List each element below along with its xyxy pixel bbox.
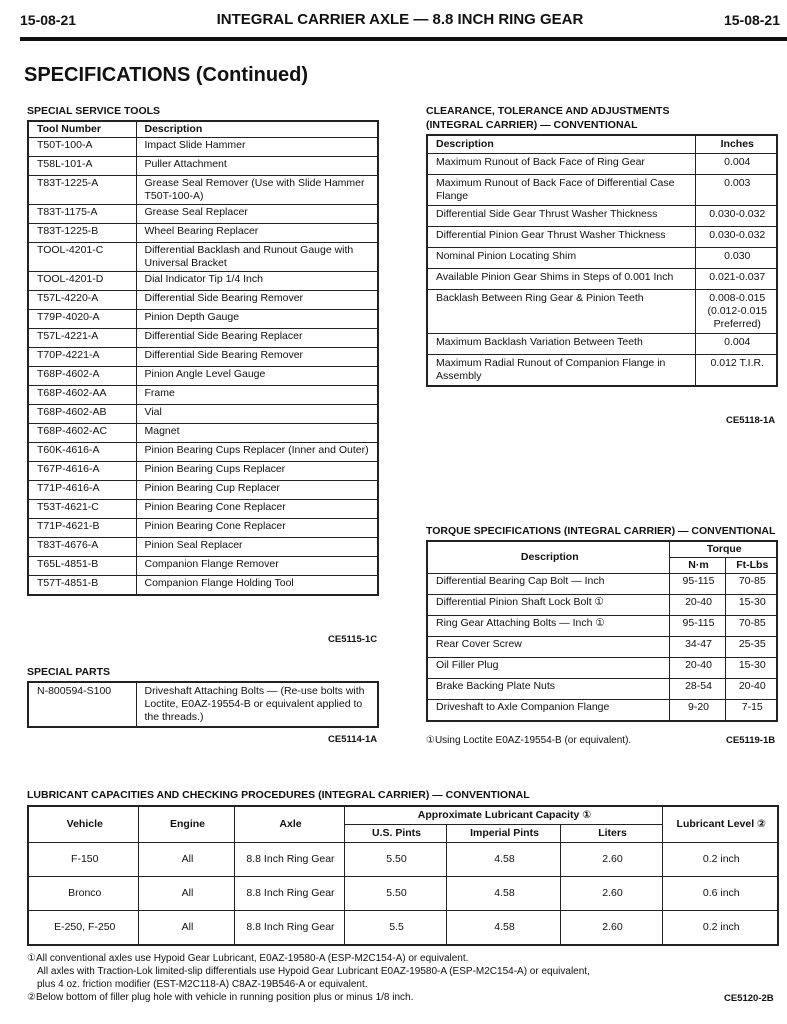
table-cell: 5.5: [344, 911, 446, 945]
table-row: [28, 205, 378, 224]
table-cell: TOOL-4201-D: [28, 272, 136, 291]
table-cell: 25-35: [725, 637, 777, 658]
table-cell: Vial: [136, 405, 378, 424]
table-row: [427, 658, 777, 679]
table-row: [28, 500, 378, 519]
table-cell: T71P-4621-B: [28, 519, 136, 538]
special-parts-title: SPECIAL PARTS: [27, 666, 111, 678]
table-cell: 0.012 T.I.R.: [695, 355, 777, 387]
table-row: [28, 329, 378, 348]
table-cell: T83T-1225-A: [28, 176, 136, 205]
table-cell: T58L-101-A: [28, 157, 136, 176]
table-row: [427, 154, 777, 175]
table-row: [28, 481, 378, 500]
column-header: Description: [427, 541, 669, 574]
table-cell: 0.004: [695, 154, 777, 175]
column-header: Torque: [669, 541, 777, 558]
table-cell: T53T-4621-C: [28, 500, 136, 519]
lubricant-title: LUBRICANT CAPACITIES AND CHECKING PROCEDURES (INTEGRAL CARRIER) — CONVENTIONAL: [27, 789, 530, 801]
table-row: [28, 157, 378, 176]
table-row: [28, 272, 378, 291]
table-cell: Companion Flange Holding Tool: [136, 576, 378, 595]
table-cell: 8.8 Inch Ring Gear: [234, 911, 344, 945]
table-cell: T50T-100-A: [28, 138, 136, 157]
table-cell: Dial Indicator Tip 1/4 Inch: [136, 272, 378, 291]
table-row: [427, 227, 777, 248]
table-cell: 5.50: [344, 877, 446, 911]
torque-footnote: ①Using Loctite E0AZ-19554-B (or equivalent).: [426, 735, 632, 746]
column-header: Imperial Pints: [446, 825, 560, 843]
table-cell: TOOL-4201-C: [28, 243, 136, 272]
table-row: [28, 138, 378, 157]
table-row: [28, 877, 778, 911]
table-cell: Pinion Bearing Cups Replacer: [136, 462, 378, 481]
column-header: Tool Number: [28, 121, 136, 138]
table-row: [427, 290, 777, 334]
table-cell: Maximum Runout of Back Face of Ring Gear: [427, 154, 695, 175]
table-cell: T68P-4602-AB: [28, 405, 136, 424]
clearance-title-2: (INTEGRAL CARRIER) — CONVENTIONAL: [426, 119, 638, 131]
table-cell: 4.58: [446, 877, 560, 911]
table-cell: T57L-4221-A: [28, 329, 136, 348]
table-cell: 70-85: [725, 616, 777, 637]
table-cell: Oil Filler Plug: [427, 658, 669, 679]
table-cell: 0.6 inch: [662, 877, 778, 911]
table-cell: Available Pinion Gear Shims in Steps of 0.001 Inch: [427, 269, 695, 290]
table-row: [28, 911, 778, 945]
table-cell: 4.58: [446, 843, 560, 877]
table-cell: Pinion Depth Gauge: [136, 310, 378, 329]
table-cell: 7-15: [725, 700, 777, 721]
table-row: [28, 176, 378, 205]
table-row: [427, 334, 777, 355]
table-row: [28, 224, 378, 243]
table-row: [427, 175, 777, 206]
table-row: [28, 538, 378, 557]
table-row: [28, 348, 378, 367]
page-title: SPECIFICATIONS (Continued): [24, 64, 309, 86]
table-row: [427, 269, 777, 290]
column-header: Vehicle: [28, 806, 138, 843]
table-cell: Pinion Bearing Cone Replacer: [136, 519, 378, 538]
column-header: U.S. Pints: [344, 825, 446, 843]
table-cell: N-800594-S100: [28, 682, 136, 727]
column-header: Description: [136, 121, 378, 138]
table-cell: 34-47: [669, 637, 725, 658]
table-cell: Pinion Bearing Cup Replacer: [136, 481, 378, 500]
header-title: INTEGRAL CARRIER AXLE — 8.8 INCH RING GEAR: [216, 11, 584, 28]
table-cell: Magnet: [136, 424, 378, 443]
column-header: Inches: [695, 135, 777, 154]
table-code: CE5119-1B: [726, 735, 776, 746]
table-cell: 0.030-0.032: [695, 227, 777, 248]
table-cell: 2.60: [560, 877, 662, 911]
table-header-row: [427, 541, 777, 558]
table-cell: Impact Slide Hammer: [136, 138, 378, 157]
table-cell: Pinion Bearing Cone Replacer: [136, 500, 378, 519]
table-cell: 0.004: [695, 334, 777, 355]
table-code: CE5120-2B: [724, 993, 774, 1004]
table-cell: Differential Side Bearing Remover: [136, 291, 378, 310]
table-code: CE5118-1A: [726, 415, 776, 426]
special-service-tools-title: SPECIAL SERVICE TOOLS: [27, 105, 161, 117]
clearance-title-1: CLEARANCE, TOLERANCE AND ADJUSTMENTS: [426, 105, 670, 117]
table-cell: 0.2 inch: [662, 911, 778, 945]
table-row: [28, 386, 378, 405]
table-cell: F-150: [28, 843, 138, 877]
table-cell: Grease Seal Replacer: [136, 205, 378, 224]
table-cell: Nominal Pinion Locating Shim: [427, 248, 695, 269]
table-cell: Frame: [136, 386, 378, 405]
table-cell: T57L-4220-A: [28, 291, 136, 310]
table-cell: 70-85: [725, 574, 777, 595]
table-row: [28, 243, 378, 272]
table-cell: T83T-4676-A: [28, 538, 136, 557]
table-cell: 95-115: [669, 574, 725, 595]
table-row: [427, 637, 777, 658]
table-cell: T65L-4851-B: [28, 557, 136, 576]
table-cell: Puller Attachment: [136, 157, 378, 176]
table-row: [28, 291, 378, 310]
table-cell: Differential Side Gear Thrust Washer Thickness: [427, 206, 695, 227]
table-row: [28, 557, 378, 576]
table-code: CE5115-1C: [328, 634, 378, 645]
table-code: CE5114-1A: [328, 734, 378, 745]
table-cell: Differential Side Bearing Replacer: [136, 329, 378, 348]
page-header: [20, 10, 780, 34]
table-cell: Differential Backlash and Runout Gauge with Universal Bracket: [136, 243, 378, 272]
column-header: Liters: [560, 825, 662, 843]
table-row: [427, 248, 777, 269]
table-cell: T79P-4020-A: [28, 310, 136, 329]
table-row: [427, 355, 777, 387]
table-cell: T83T-1175-A: [28, 205, 136, 224]
table-cell: T68P-4602-AC: [28, 424, 136, 443]
table-cell: E-250, F-250: [28, 911, 138, 945]
table-cell: Differential Bearing Cap Bolt — Inch: [427, 574, 669, 595]
table-row: [28, 462, 378, 481]
table-cell: Maximum Radial Runout of Companion Flange in Assembly: [427, 355, 695, 387]
table-header-row: [28, 121, 378, 138]
table-cell: T57T-4851-B: [28, 576, 136, 595]
table-cell: 15-30: [725, 658, 777, 679]
table-cell: All: [138, 843, 234, 877]
table-cell: 2.60: [560, 843, 662, 877]
table-cell: Maximum Backlash Variation Between Teeth: [427, 334, 695, 355]
table-cell: Driveshaft to Axle Companion Flange: [427, 700, 669, 721]
table-cell: 20-40: [669, 658, 725, 679]
column-header: Approximate Lubricant Capacity ①: [344, 806, 662, 825]
table-cell: Brake Backing Plate Nuts: [427, 679, 669, 700]
table-cell: 0.008-0.015 (0.012-0.015 Preferred): [695, 290, 777, 334]
table-cell: T60K-4616-A: [28, 443, 136, 462]
table-row: [427, 700, 777, 721]
table-header-row: [28, 806, 778, 825]
table-row: [28, 310, 378, 329]
table-cell: T83T-1225-B: [28, 224, 136, 243]
column-header: Lubricant Level ②: [662, 806, 778, 843]
table-cell: 95-115: [669, 616, 725, 637]
column-header: N·m: [669, 558, 725, 574]
torque-table: [426, 540, 778, 722]
table-cell: 0.030: [695, 248, 777, 269]
table-cell: Bronco: [28, 877, 138, 911]
table-cell: 5.50: [344, 843, 446, 877]
table-cell: 0.030-0.032: [695, 206, 777, 227]
table-header-row: [427, 135, 777, 154]
column-header: Ft-Lbs: [725, 558, 777, 574]
table-cell: Grease Seal Remover (Use with Slide Hammer T50T-100-A): [136, 176, 378, 205]
special-service-tools-table: [27, 120, 379, 596]
table-cell: Differential Side Bearing Remover: [136, 348, 378, 367]
table-cell: 0.003: [695, 175, 777, 206]
clearance-table: [426, 134, 778, 387]
table-cell: 9-20: [669, 700, 725, 721]
header-rule: [20, 37, 787, 41]
table-cell: Pinion Seal Replacer: [136, 538, 378, 557]
table-cell: All: [138, 877, 234, 911]
table-row: [427, 679, 777, 700]
table-cell: 8.8 Inch Ring Gear: [234, 843, 344, 877]
table-cell: Companion Flange Remover: [136, 557, 378, 576]
table-cell: 4.58: [446, 911, 560, 945]
lubricant-table: [27, 805, 779, 946]
table-cell: Ring Gear Attaching Bolts — Inch ①: [427, 616, 669, 637]
table-row: [427, 574, 777, 595]
table-cell: 20-40: [669, 595, 725, 616]
table-row: [28, 519, 378, 538]
lubricant-note-3: plus 4 oz. friction modifier (EST-M2C118-A) C8AZ-19B546-A or equivalent.: [37, 979, 368, 990]
table-cell: T67P-4616-A: [28, 462, 136, 481]
page-number-left: 15-08-21: [20, 12, 77, 28]
table-cell: Differential Pinion Shaft Lock Bolt ①: [427, 595, 669, 616]
table-row: [427, 595, 777, 616]
table-cell: Pinion Bearing Cups Replacer (Inner and Outer): [136, 443, 378, 462]
table-cell: 0.2 inch: [662, 843, 778, 877]
table-row: [28, 424, 378, 443]
table-row: [427, 616, 777, 637]
table-cell: 15-30: [725, 595, 777, 616]
table-cell: Pinion Angle Level Gauge: [136, 367, 378, 386]
table-cell: 0.021-0.037: [695, 269, 777, 290]
column-header: Engine: [138, 806, 234, 843]
table-cell: All: [138, 911, 234, 945]
torque-title: TORQUE SPECIFICATIONS (INTEGRAL CARRIER) — CONVENTIONAL: [426, 525, 776, 537]
table-cell: Maximum Runout of Back Face of Differential Case Flange: [427, 175, 695, 206]
special-parts-table: [27, 681, 379, 728]
table-cell: Driveshaft Attaching Bolts — (Re-use bolts with Loctite, E0AZ-19554-B or equivalent applied to the threads.): [136, 682, 378, 727]
lubricant-note-1: ①All conventional axles use Hypoid Gear Lubricant, E0AZ-19580-A (ESP-M2C154-A) or equivalent.: [27, 953, 469, 964]
table-row: [28, 843, 778, 877]
page-number-right: 15-08-21: [723, 12, 780, 28]
table-cell: T68P-4602-AA: [28, 386, 136, 405]
table-cell: T70P-4221-A: [28, 348, 136, 367]
column-header: Axle: [234, 806, 344, 843]
table-cell: 28-54: [669, 679, 725, 700]
column-header: Description: [427, 135, 695, 154]
lubricant-note-4: ②Below bottom of filler plug hole with vehicle in running position plus or minus 1/8 inch.: [27, 992, 414, 1003]
table-row: [427, 206, 777, 227]
table-cell: Differential Pinion Gear Thrust Washer Thickness: [427, 227, 695, 248]
table-cell: T71P-4616-A: [28, 481, 136, 500]
table-row: [28, 367, 378, 386]
table-cell: Rear Cover Screw: [427, 637, 669, 658]
table-row: [28, 682, 378, 727]
table-cell: Backlash Between Ring Gear & Pinion Teeth: [427, 290, 695, 334]
table-row: [28, 443, 378, 462]
table-row: [28, 576, 378, 595]
table-cell: 20-40: [725, 679, 777, 700]
table-row: [28, 405, 378, 424]
lubricant-note-2: All axles with Traction-Lok limited-slip differentials use Hypoid Gear Lubricant E0AZ-19580-A (ESP-M2C154-A) or equivalent,: [37, 966, 590, 977]
table-cell: 2.60: [560, 911, 662, 945]
table-cell: 8.8 Inch Ring Gear: [234, 877, 344, 911]
table-cell: Wheel Bearing Replacer: [136, 224, 378, 243]
table-cell: T68P-4602-A: [28, 367, 136, 386]
